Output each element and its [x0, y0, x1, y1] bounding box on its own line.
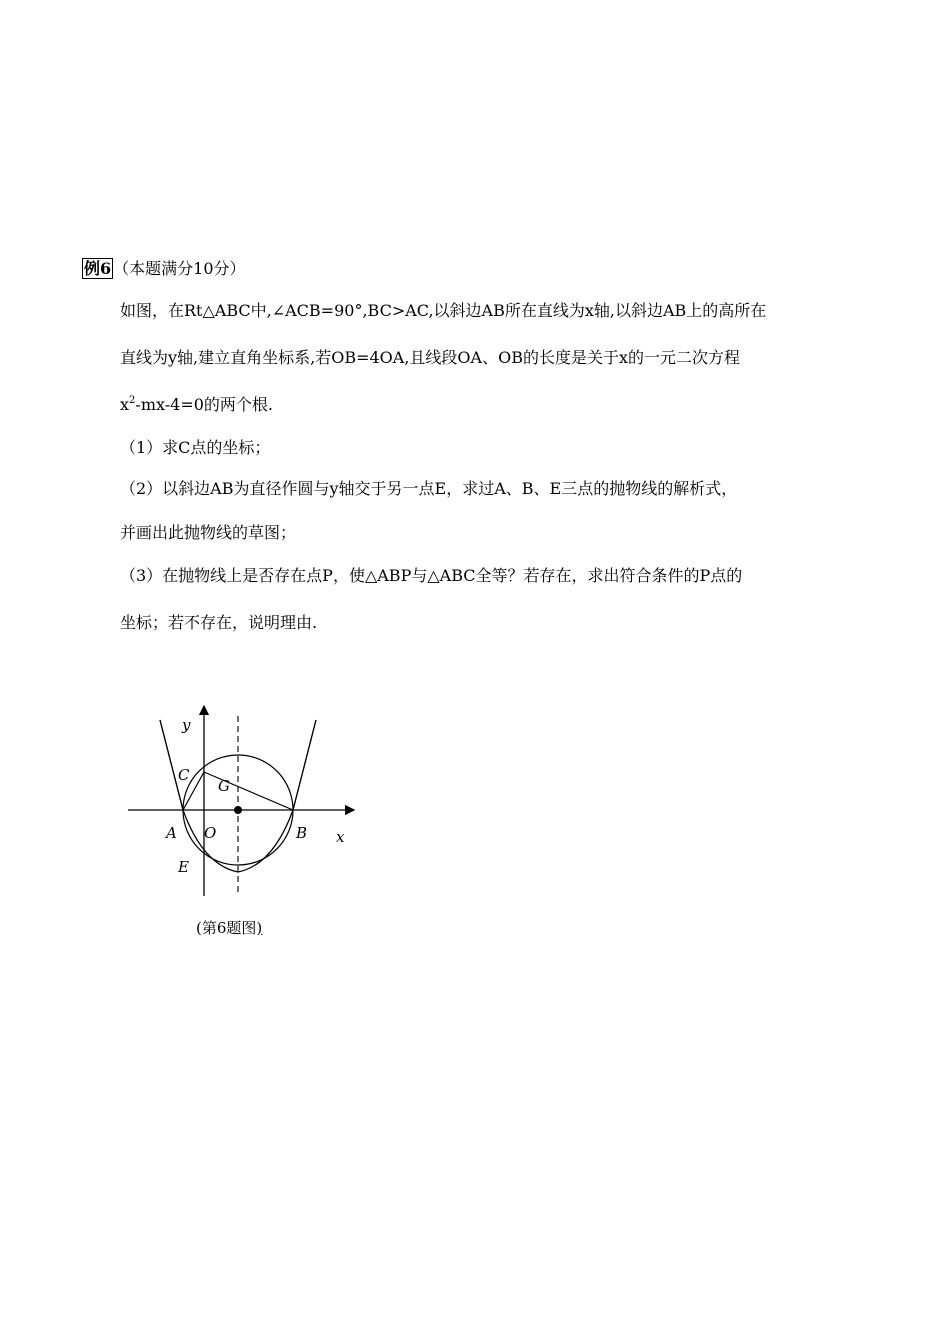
label-e: E — [178, 858, 189, 876]
question-3-line-1: （3）在抛物线上是否存在点P，使△ABP与△ABC全等？若存在，求出符合条件的P点的 — [120, 566, 743, 585]
stem-line-2: 直线为y轴,建立直角坐标系,若OB=4OA,且线段OA、OB的长度是关于x的一元二次方程 — [120, 348, 741, 367]
equation-rest: -mx-4=0的两个根. — [135, 395, 273, 414]
stem-line-1: 如图，在Rt△ABC中,∠ACB=90°,BC>AC,以斜边AB所在直线为x轴,以斜边AB上的高所在 — [120, 301, 767, 320]
question-3-line-2: 坐标；若不存在，说明理由. — [120, 613, 318, 632]
score-note: （本题满分10分） — [113, 259, 246, 278]
equation-exponent: 2 — [129, 395, 136, 406]
question-2-line-1: （2）以斜边AB为直径作圆与y轴交于另一点E，求过A、B、E三点的抛物线的解析式， — [120, 479, 738, 498]
geometry-figure — [120, 700, 380, 910]
figure-svg — [120, 700, 380, 910]
label-c: C — [178, 766, 190, 784]
label-o: O — [204, 824, 217, 842]
label-b: B — [296, 824, 308, 842]
center-point — [234, 806, 242, 814]
label-a: A — [166, 824, 177, 842]
figure-caption — [196, 918, 262, 938]
label-x: x — [336, 828, 345, 846]
caption-close: ) — [256, 919, 263, 937]
stem-line-3 — [120, 394, 273, 416]
problem-heading — [82, 258, 246, 280]
caption-text: (第6题图 — [196, 919, 257, 937]
question-1: （1）求C点的坐标； — [120, 438, 271, 457]
equation-var: x — [120, 395, 130, 414]
question-2-line-2: 并画出此抛物线的草图； — [120, 523, 297, 542]
label-g: G — [218, 777, 230, 795]
label-y: y — [182, 716, 191, 734]
problem-label: 例6 — [84, 259, 112, 278]
